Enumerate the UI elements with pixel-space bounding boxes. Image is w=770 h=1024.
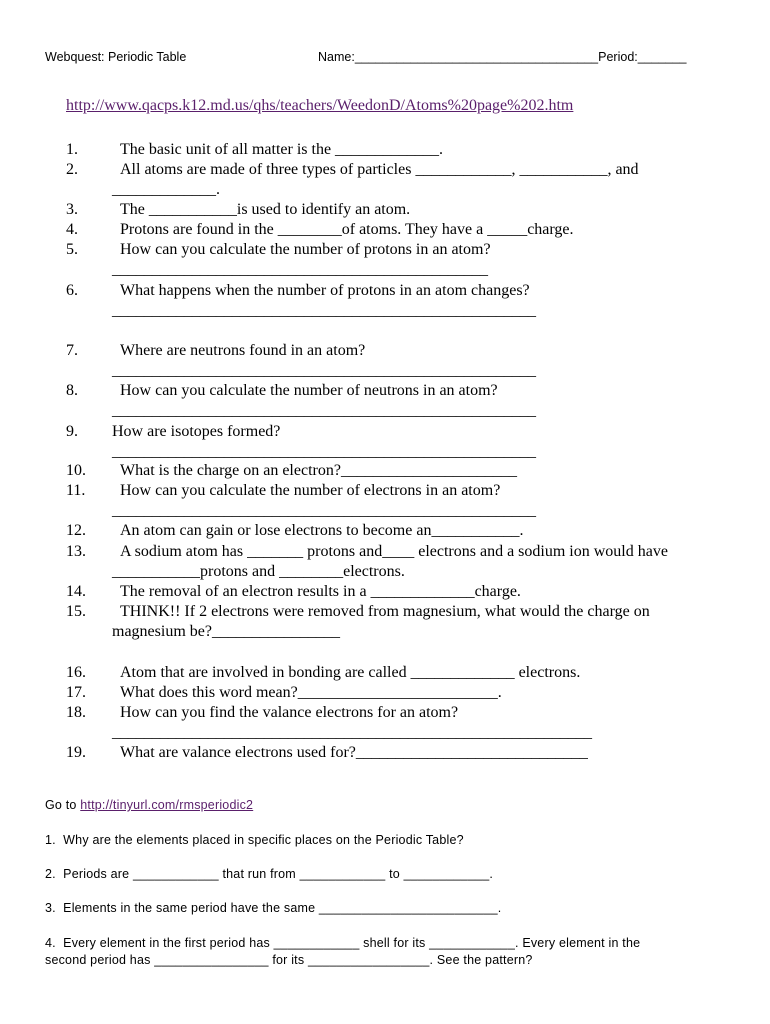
question-number: 8. [66, 382, 78, 399]
question-number: 2. [66, 161, 78, 178]
answer-line: _____________________________________________________ [112, 402, 536, 419]
answer-line: _____________________________________________________ [112, 362, 536, 379]
question-number: 9. [66, 423, 78, 440]
question-number: 10. [66, 462, 86, 479]
question-text: Atom that are involved in bonding are called _____________ electrons. [120, 664, 581, 681]
section2-question: 1. Why are the elements placed in specific places on the Periodic Table? [45, 833, 464, 847]
question-text: Where are neutrons found in an atom? [120, 342, 366, 359]
answer-line: magnesium be?________________ [112, 623, 340, 640]
question-number: 4. [66, 221, 78, 238]
worksheet-title: Webquest: Periodic Table [45, 50, 187, 64]
question-number: 13. [66, 543, 86, 560]
question-text: The basic unit of all matter is the _____________. [120, 141, 444, 158]
question-number: 18. [66, 704, 86, 721]
question-number: 3. [66, 201, 78, 218]
answer-line: _____________. [112, 181, 220, 198]
periodic-table-link[interactable]: http://tinyurl.com/rmsperiodic2 [80, 798, 254, 812]
answer-line: ___________protons and ________electrons. [112, 563, 405, 580]
question-text: All atoms are made of three types of particles ____________, ___________, and [120, 161, 639, 178]
name-period-line: Name:___________________________________Period:_______ [318, 50, 687, 64]
section2-question-continued: second period has ________________ for its _________________. See the pattern? [45, 953, 533, 967]
section2-question: 4. Every element in the first period has ____________ shell for its ____________. Every element in the [45, 936, 641, 950]
answer-line: _____________________________________________________ [112, 443, 536, 460]
question-number: 6. [66, 282, 78, 299]
answer-line: _____________________________________________________ [112, 502, 536, 519]
goto-label: Go to [45, 798, 81, 812]
answer-line: _______________________________________________ [112, 261, 488, 278]
question-number: 1. [66, 141, 78, 158]
question-number: 11. [66, 482, 86, 499]
question-number: 15. [66, 603, 86, 620]
answer-line: ____________________________________________________________ [112, 724, 592, 741]
question-text: THINK!! If 2 electrons were removed from magnesium, what would the charge on [120, 603, 650, 620]
question-text: What happens when the number of protons in an atom changes? [120, 282, 530, 299]
question-number: 19. [66, 744, 86, 761]
atoms-page-link[interactable]: http://www.qacps.k12.md.us/qhs/teachers/WeedonD/Atoms%20page%202.htm [66, 97, 574, 114]
question-number: 5. [66, 241, 78, 258]
answer-line: _____________________________________________________ [112, 302, 536, 319]
question-text: The ___________is used to identify an atom. [120, 201, 411, 218]
goto-line [45, 798, 253, 812]
question-text: What are valance electrons used for?_____________________________ [120, 744, 588, 761]
question-text: A sodium atom has _______ protons and____ electrons and a sodium ion would have [120, 543, 668, 560]
section2-question: 2. Periods are ____________ that run from ____________ to ____________. [45, 867, 494, 881]
question-text: What does this word mean?_________________________. [120, 684, 502, 701]
section2-question: 3. Elements in the same period have the same _________________________. [45, 901, 502, 915]
question-text: How can you calculate the number of protons in an atom? [120, 241, 491, 258]
question-number: 14. [66, 583, 86, 600]
question-text: The removal of an electron results in a _____________charge. [120, 583, 521, 600]
question-text: How can you find the valance electrons for an atom? [120, 704, 459, 721]
question-text: An atom can gain or lose electrons to become an___________. [120, 522, 524, 539]
question-text: What is the charge on an electron?______________________ [120, 462, 517, 479]
question-text: How can you calculate the number of neutrons in an atom? [120, 382, 498, 399]
question-text: How can you calculate the number of electrons in an atom? [120, 482, 501, 499]
question-number: 12. [66, 522, 86, 539]
question-number: 17. [66, 684, 86, 701]
question-text: How are isotopes formed? [112, 423, 281, 440]
question-number: 16. [66, 664, 86, 681]
question-number: 7. [66, 342, 78, 359]
question-text: Protons are found in the ________of atoms. They have a _____charge. [120, 221, 574, 238]
